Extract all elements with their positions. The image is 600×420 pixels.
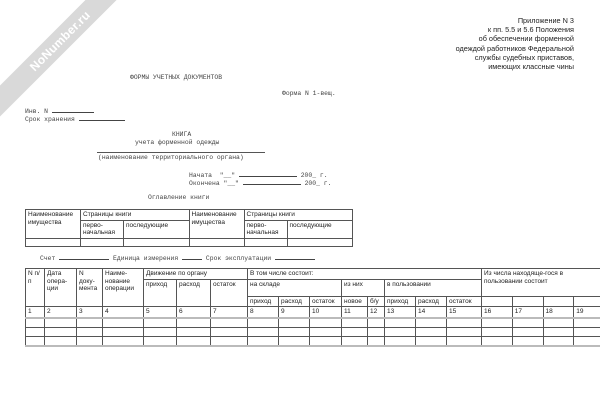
header-date: Дата опера-ции (45, 269, 77, 307)
term-label: Срок эксплуатации (205, 255, 272, 262)
toc-cell[interactable] (189, 238, 244, 246)
inv-label: Инв. N (25, 108, 49, 115)
ledger-cell[interactable] (211, 336, 248, 346)
ledger-table (25, 268, 600, 347)
account-label: Счет (40, 255, 56, 262)
ended-field (189, 178, 331, 187)
appendix-line: службы судебных приставов, (474, 52, 574, 62)
ledger-cell[interactable] (543, 318, 574, 328)
column-number: 16 (482, 307, 513, 318)
toc-row (26, 238, 353, 246)
header-sub-18 (543, 296, 574, 307)
appendix-line: к пп. 5.5 и 5.6 Положения (487, 25, 574, 35)
column-number: 12 (368, 307, 385, 318)
ledger-cell[interactable] (574, 327, 600, 336)
column-number: 2 (45, 307, 77, 318)
ledger-cell[interactable] (385, 318, 416, 328)
ledger-row (26, 327, 600, 336)
toc-header-name: Наименование имущества (26, 210, 81, 239)
ledger-cell[interactable] (144, 336, 177, 346)
header-of-in-use: Из числа находяще-гося в пользовании состоит (482, 269, 600, 297)
column-number: 6 (177, 307, 211, 318)
ledger-cell[interactable] (416, 336, 447, 346)
ledger-cell[interactable] (26, 327, 45, 336)
column-number: 19 (574, 307, 600, 318)
ledger-cell[interactable] (177, 336, 211, 346)
toc-cell[interactable] (26, 238, 81, 246)
ledger-cell[interactable] (385, 327, 416, 336)
header-use-balance: остаток (447, 296, 482, 307)
column-number: 1 (26, 307, 45, 318)
toc-header-pages: Страницы книги (81, 210, 190, 221)
ledger-cell[interactable] (482, 336, 513, 346)
header-sub-17 (512, 296, 543, 307)
header-including: В том числе состоит: (248, 269, 482, 280)
ledger-cell[interactable] (512, 336, 543, 346)
ledger-cell[interactable] (310, 318, 342, 328)
ledger-cell[interactable] (177, 318, 211, 328)
ledger-cell[interactable] (248, 336, 279, 346)
ledger-cell[interactable] (342, 336, 368, 346)
ledger-cell[interactable] (77, 327, 103, 336)
header-used: б/у (368, 296, 385, 307)
column-number: 9 (279, 307, 310, 318)
ledger-cell[interactable] (310, 336, 342, 346)
ledger-cell[interactable] (144, 327, 177, 336)
header-in-use: в пользовании (385, 279, 482, 296)
column-number: 8 (248, 307, 279, 318)
ledger-cell[interactable] (482, 327, 513, 336)
column-number: 11 (342, 307, 368, 318)
ledger-cell[interactable] (45, 336, 77, 346)
header-of-them: из них (342, 279, 385, 296)
toc-header-next: последующие (124, 220, 190, 238)
header-num: N п/п (26, 269, 45, 307)
header-balance: остаток (211, 279, 248, 307)
column-number: 13 (385, 307, 416, 318)
header-warehouse: на складе (248, 279, 342, 296)
ledger-cell[interactable] (144, 318, 177, 328)
book-subtitle: учета форменной одежды (135, 139, 220, 146)
header-wh-expense: расход (279, 296, 310, 307)
ledger-cell[interactable] (416, 318, 447, 328)
ledger-cell[interactable] (368, 336, 385, 346)
org-name-line[interactable] (97, 152, 265, 153)
toc-header-first-2: перво-начальная (244, 220, 287, 238)
header-use-expense: расход (416, 296, 447, 307)
toc-header-name-2: Наименование имущества (189, 210, 244, 239)
ledger-cell[interactable] (447, 327, 482, 336)
ledger-cell[interactable] (482, 318, 513, 328)
storage-field (25, 114, 125, 123)
appendix-line: имеющих классные чины (488, 62, 574, 72)
header-doc: N доку-мента (77, 269, 103, 307)
header-movement: Движение по органу (144, 269, 248, 280)
column-number: 15 (447, 307, 482, 318)
started-month-input[interactable] (239, 170, 297, 177)
ledger-cell[interactable] (574, 318, 600, 328)
ledger-row (26, 336, 600, 346)
header-sub-19 (574, 296, 600, 307)
ledger-cell[interactable] (368, 318, 385, 328)
ledger-cell[interactable] (103, 318, 144, 328)
ledger-cell[interactable] (512, 327, 543, 336)
ledger-cell[interactable] (279, 318, 310, 328)
ledger-cell[interactable] (310, 327, 342, 336)
column-number: 18 (543, 307, 574, 318)
ledger-cell[interactable] (447, 336, 482, 346)
unit-label: Единица измерения (113, 255, 179, 262)
account-line (40, 253, 315, 262)
ledger-cell[interactable] (248, 327, 279, 336)
ledger-cell[interactable] (368, 327, 385, 336)
column-number: 17 (512, 307, 543, 318)
header-sub-16 (482, 296, 513, 307)
ledger-row (26, 318, 600, 328)
started-year: 200_ г. (300, 172, 328, 179)
watermark-text: NoNumber.ru (27, 8, 93, 74)
ledger-cell[interactable] (77, 318, 103, 328)
ledger-cell[interactable] (45, 318, 77, 328)
header-wh-income: приход (248, 296, 279, 307)
ledger-cell[interactable] (103, 336, 144, 346)
toc-header-first: перво-начальная (81, 220, 124, 238)
started-label: Начата (189, 172, 213, 179)
ledger-cell[interactable] (211, 327, 248, 336)
ended-day[interactable]: "__" (223, 180, 239, 187)
toc-cell[interactable] (244, 238, 287, 246)
appendix-line: Приложение N 3 (517, 16, 574, 25)
header-income: приход (144, 279, 177, 307)
column-number: 3 (77, 307, 103, 318)
ledger-cell[interactable] (279, 336, 310, 346)
account-input[interactable] (59, 253, 109, 260)
header-wh-balance: остаток (310, 296, 342, 307)
started-day[interactable]: "__" (219, 172, 236, 179)
ledger-cell[interactable] (574, 336, 600, 346)
appendix-line: об обеспечении форменной (478, 34, 574, 44)
toc-cell[interactable] (81, 238, 124, 246)
toc-table (25, 209, 353, 247)
toc-header-next-2: последующие (287, 220, 353, 238)
ledger-cell[interactable] (385, 336, 416, 346)
header-use-income: приход (385, 296, 416, 307)
column-number: 14 (416, 307, 447, 318)
ledger-cell[interactable] (342, 327, 368, 336)
ledger-cell[interactable] (103, 327, 144, 336)
form-number: Форма N 1-вещ. (282, 90, 336, 97)
inv-input[interactable] (52, 106, 94, 113)
term-input[interactable] (275, 253, 315, 260)
ledger-cell[interactable] (77, 336, 103, 346)
storage-input[interactable] (79, 114, 125, 121)
toc-title: Оглавление книги (148, 194, 210, 201)
ledger-cell[interactable] (279, 327, 310, 336)
ledger-cell[interactable] (447, 318, 482, 328)
ledger-cell[interactable] (45, 327, 77, 336)
ledger-cell[interactable] (26, 336, 45, 346)
org-caption: (наименование территориального органа) (98, 154, 244, 161)
ledger-cell[interactable] (416, 327, 447, 336)
storage-label: Срок хранения (25, 116, 75, 123)
ledger-cell[interactable] (512, 318, 543, 328)
header-expense: расход (177, 279, 211, 307)
ended-year: 200_ г. (304, 180, 332, 187)
unit-input[interactable] (182, 253, 202, 260)
header-new: новое (342, 296, 368, 307)
ledger-cell[interactable] (248, 318, 279, 328)
column-number: 5 (144, 307, 177, 318)
column-number: 10 (310, 307, 342, 318)
column-number-row (26, 307, 600, 318)
forms-title: ФОРМЫ УЧЕТНЫХ ДОКУМЕНТОВ (130, 74, 223, 81)
toc-header-pages-2: Страницы книги (244, 210, 353, 221)
toc-cell[interactable] (124, 238, 190, 246)
ledger-cell[interactable] (543, 336, 574, 346)
ledger-cell[interactable] (211, 318, 248, 328)
book-title: КНИГА (172, 131, 192, 138)
ended-label: Окончена (189, 180, 220, 187)
ledger-cell[interactable] (543, 327, 574, 336)
toc-cell[interactable] (287, 238, 353, 246)
appendix-note (456, 16, 574, 71)
ended-month-input[interactable] (243, 178, 301, 185)
ledger-cell[interactable] (342, 318, 368, 328)
column-number: 4 (103, 307, 144, 318)
ledger-cell[interactable] (26, 318, 45, 328)
ledger-cell[interactable] (177, 327, 211, 336)
header-operation: Наиме-нование операции (103, 269, 144, 307)
column-number: 7 (211, 307, 248, 318)
appendix-line: одеждой работников Федеральной (455, 43, 574, 53)
